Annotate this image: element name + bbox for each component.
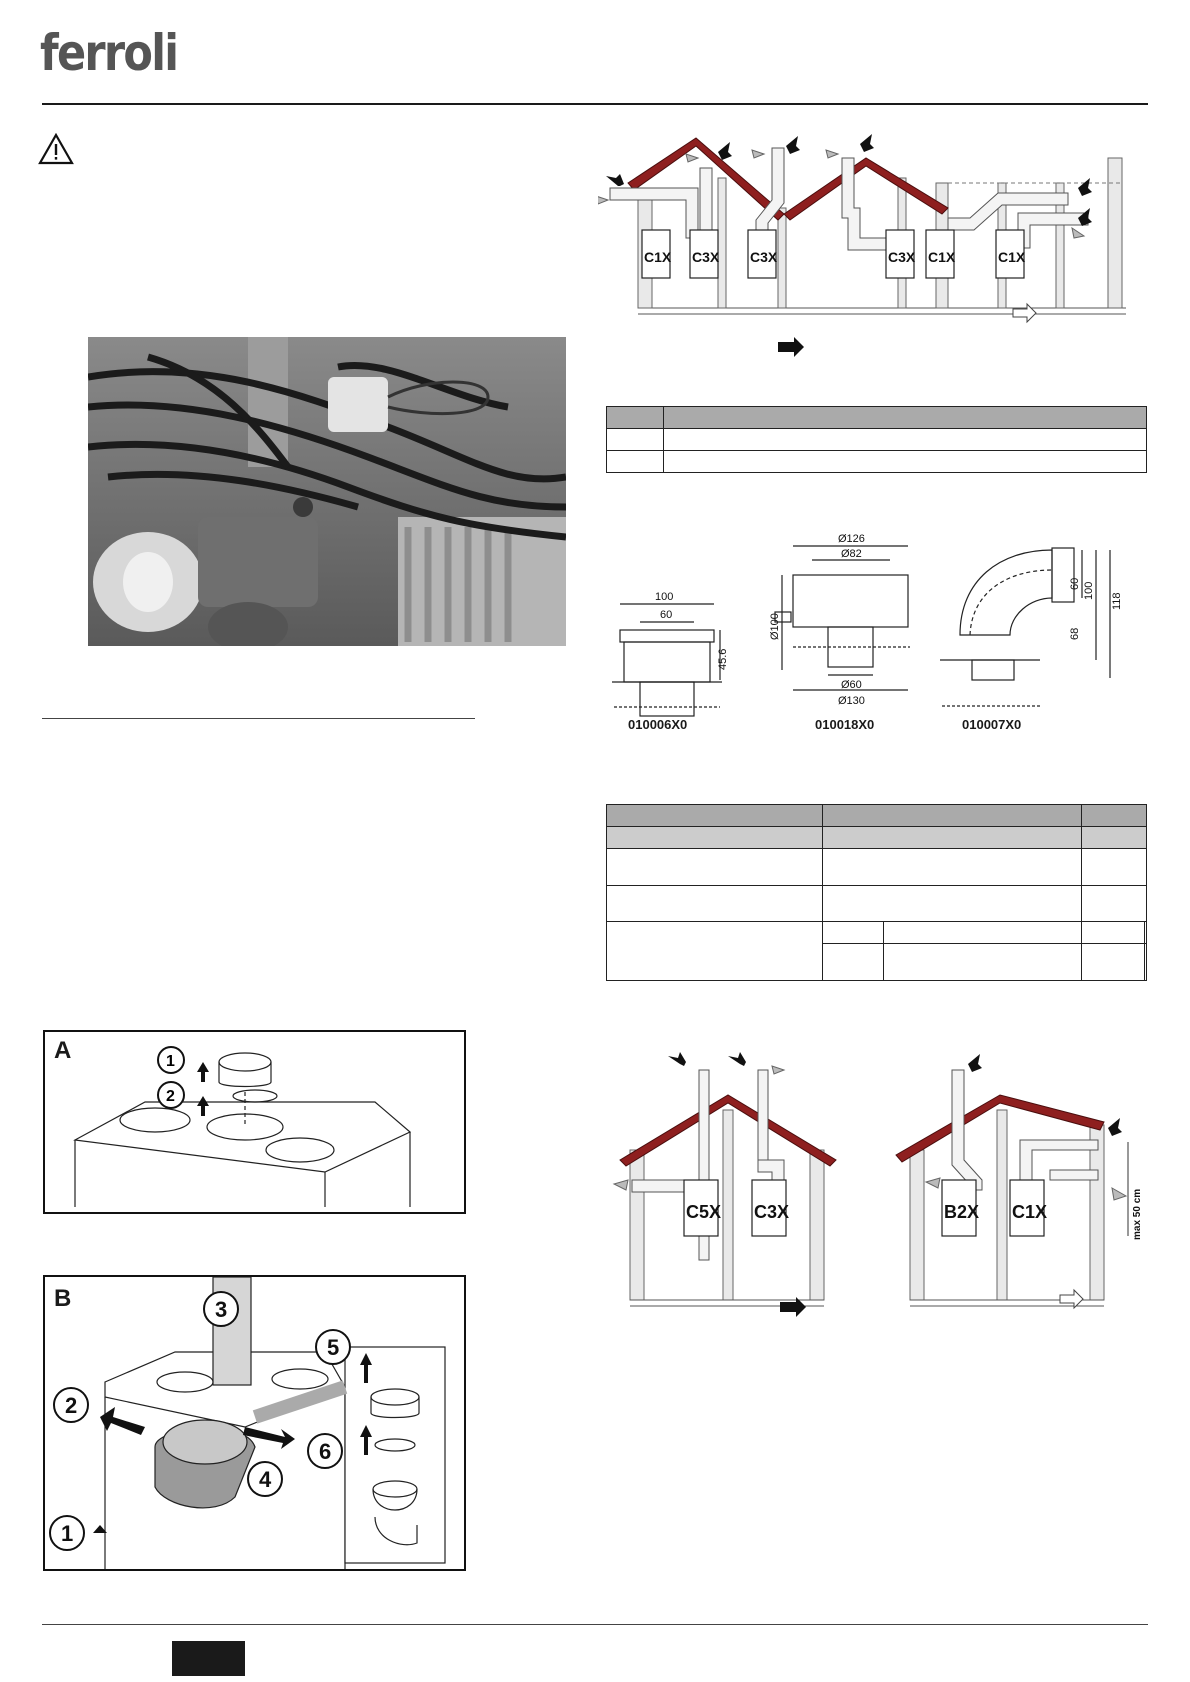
fittings-drawing	[600, 530, 1148, 740]
c3x-label: C3X	[692, 249, 720, 265]
c1x-label: C1X	[928, 249, 956, 265]
panel-b-illustration	[45, 1277, 464, 1569]
dim-inner-60: 60	[660, 609, 673, 621]
panel-a	[43, 1030, 466, 1214]
header-rule	[42, 103, 1148, 105]
c5x-label: C5X	[686, 1202, 722, 1222]
part-code: 010018X0	[815, 717, 875, 732]
dim-outer-100: 100	[655, 591, 674, 603]
dim-d60: Ø60	[841, 679, 862, 691]
flue-configurations-diagram-c5x-b2x	[600, 1040, 1148, 1340]
c3x-label: C3X	[750, 249, 778, 265]
intake-legend-arrow	[1013, 304, 1036, 322]
dim-100: 100	[1083, 581, 1095, 600]
c1x-label: C1X	[644, 249, 672, 265]
panel-b	[43, 1275, 466, 1571]
part-code: 010007X0	[962, 717, 1022, 732]
c3x-label: C3X	[754, 1202, 790, 1222]
info-table	[606, 406, 1147, 473]
footer-rule	[42, 1624, 1148, 1625]
dim-d126: Ø126	[838, 533, 865, 545]
dim-68: 68	[1069, 627, 1081, 640]
step-2-label: 2	[166, 1088, 175, 1105]
dim-60: 60	[1069, 577, 1081, 590]
part-code: 010006X0	[628, 717, 688, 732]
ferroli-logo: ferroli	[40, 24, 178, 82]
exhaust-legend-arrow	[778, 337, 804, 357]
step-3-label: 3	[215, 1297, 228, 1322]
c1x-label: C1X	[998, 249, 1026, 265]
dim-d100: Ø100	[769, 613, 781, 640]
panel-a-illustration	[45, 1032, 464, 1212]
dim-height-45-6: 45.6	[717, 648, 729, 670]
step-6-label: 6	[319, 1439, 332, 1464]
intake-legend-arrow	[1060, 1290, 1083, 1308]
section-divider	[42, 718, 475, 719]
warning-triangle-icon	[38, 133, 74, 165]
page-number-box	[172, 1641, 245, 1676]
step-5-label: 5	[327, 1335, 340, 1360]
max-distance-note: max 50 cm	[1132, 1188, 1143, 1240]
wiring-photo	[88, 337, 566, 646]
step-4-label: 4	[259, 1467, 272, 1492]
data-table	[606, 804, 1147, 981]
flue-configurations-diagram-c1x-c3x	[598, 128, 1150, 368]
c1x-label: C1X	[1012, 1202, 1048, 1222]
dim-d82: Ø82	[841, 548, 862, 560]
dim-118: 118	[1111, 592, 1123, 610]
step-2-label: 2	[65, 1393, 78, 1418]
b2x-label: B2X	[944, 1202, 980, 1222]
step-1-label: 1	[166, 1053, 175, 1070]
panel-b-letter: B	[54, 1285, 72, 1312]
dim-d130: Ø130	[838, 695, 865, 707]
c3x-label: C3X	[888, 249, 916, 265]
step-1-label: 1	[61, 1521, 74, 1546]
panel-a-letter: A	[54, 1037, 72, 1064]
